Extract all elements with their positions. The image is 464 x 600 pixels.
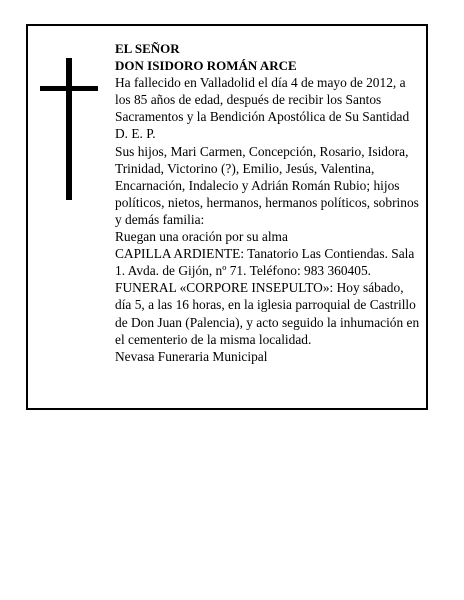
funeral-details: FUNERAL «CORPORE INSEPULTO»: Hoy sábado, día 5, a las 16 horas, en la iglesia parroquial de Castrillo de Don Juan (Palencia), y acto seguido la inhumación en el cementerio de la misma localidad.: [115, 280, 420, 347]
prayer-request: Ruegan una oración por su alma: [115, 229, 288, 245]
cross-horizontal-bar: [40, 86, 98, 91]
family-members: Sus hijos, Mari Carmen, Concepción, Rosario, Isidora, Trinidad, Victorino (?), Emilio, Jesús, Valentina, Encarnación, Indalecio y Adrián Román Rubio; hijos políticos, nietos, hermanos, hermanos políticos, sobrinos y demás familia:: [115, 143, 419, 227]
funeral-home: Nevasa Funeraria Municipal: [115, 348, 268, 364]
notice-text: [115, 40, 421, 365]
deceased-title: EL SEÑOR: [115, 41, 180, 56]
deceased-name: DON ISIDORO ROMÁN ARCE: [115, 58, 297, 74]
cross-vertical-bar: [66, 58, 72, 200]
obituary-notice: [26, 24, 428, 410]
death-announcement: Ha fallecido en Valladolid el día 4 de mayo de 2012, a los 85 años de edad, después de recibir los Santos Sacramentos y la Bendición Apostólica de Su Santidad D. E. P.: [115, 75, 410, 142]
chapel-details: CAPILLA ARDIENTE: Tanatorio Las Contiendas. Sala 1. Avda. de Gijón, nº 71. Teléfono: 983 360405.: [115, 246, 415, 279]
